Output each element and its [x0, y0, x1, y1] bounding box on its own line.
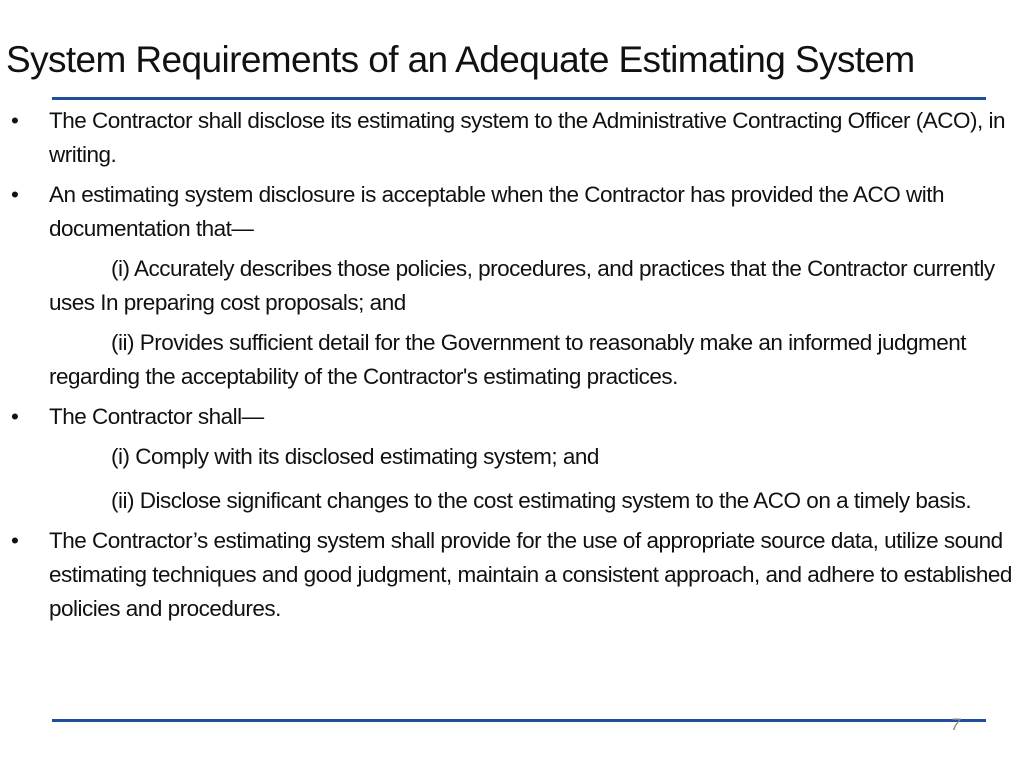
- title-divider: [52, 97, 986, 100]
- bullet-marker: •: [11, 182, 19, 207]
- slide-title: System Requirements of an Adequate Estimating System: [6, 39, 915, 80]
- sub-item: [0, 484, 1024, 518]
- sub-item: [0, 252, 1024, 320]
- bullet-marker: •: [11, 404, 19, 429]
- footer-divider: [52, 719, 986, 722]
- bullet-item: [0, 400, 1024, 434]
- page-number: 7: [951, 715, 961, 734]
- bullet-item: [0, 524, 1024, 626]
- bullet-marker: •: [11, 108, 19, 133]
- bullet-marker: •: [11, 528, 19, 553]
- bullet-item: [0, 178, 1024, 246]
- sub-item: [0, 326, 1024, 394]
- slide-body: [0, 104, 1024, 626]
- bullet-item: [0, 104, 1024, 172]
- sub-item-text: (i) Accurately describes those policies, procedures, and practices that the Contractor currently uses In preparing cost proposals; and: [49, 256, 995, 315]
- sub-item-text: (ii) Provides sufficient detail for the Government to reasonably make an informed judgment regarding the acceptability of the Contractor's estimating practices.: [49, 330, 967, 389]
- bullet-text: The Contractor shall disclose its estimating system to the Administrative Contracting Officer (ACO), in writing.: [49, 108, 1005, 167]
- sub-item: [0, 440, 1024, 474]
- bullet-text: The Contractor shall—: [49, 404, 264, 429]
- sub-item-text: (ii) Disclose significant changes to the cost estimating system to the ACO on a timely basis.: [111, 488, 972, 513]
- sub-item-text: (i) Comply with its disclosed estimating system; and: [111, 444, 599, 469]
- bullet-text: The Contractor’s estimating system shall provide for the use of appropriate source data, utilize sound estimating techniques and good judgment, maintain a consistent approach, and adhere to established policies and procedures.: [49, 528, 1012, 621]
- bullet-text: An estimating system disclosure is acceptable when the Contractor has provided the ACO with documentation that—: [49, 182, 944, 241]
